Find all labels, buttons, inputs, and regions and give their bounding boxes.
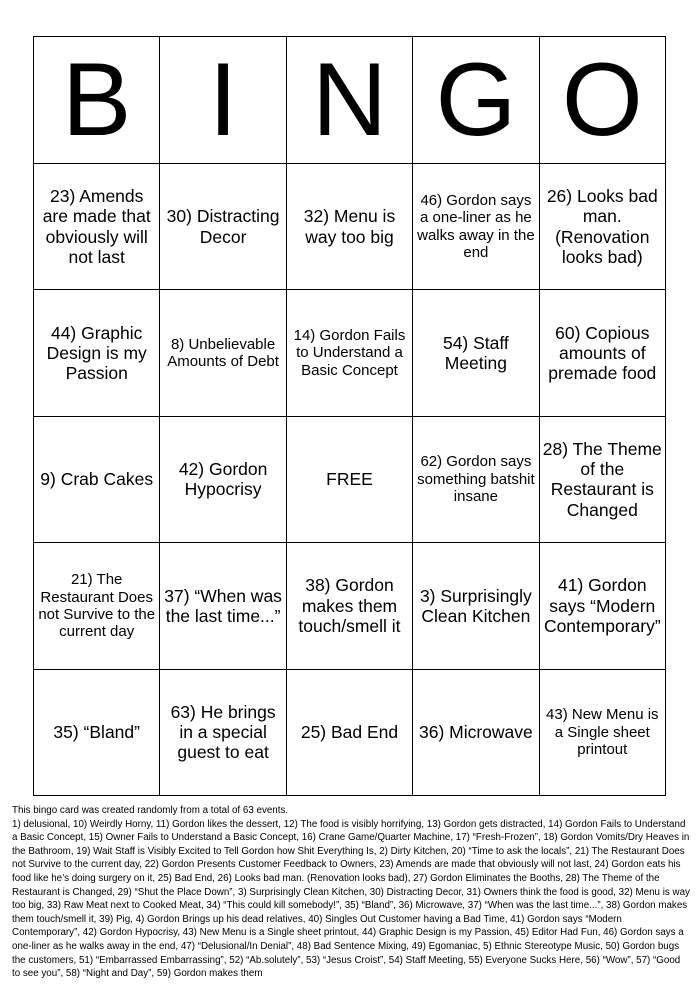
bingo-cell-r2-c1: 44) Graphic Design is my Passion [34, 290, 160, 416]
bingo-cell-r5-c1: 35) “Bland” [34, 670, 160, 796]
header-letter-g: G [413, 37, 539, 164]
bingo-cell-r1-c4: 46) Gordon says a one-liner as he walks away in the end [413, 164, 539, 290]
bingo-cell-r4-c4: 3) Surprisingly Clean Kitchen [413, 543, 539, 669]
event-list-footer [12, 804, 690, 981]
bingo-card [33, 36, 666, 796]
bingo-cell-r1-c2: 30) Distracting Decor [160, 164, 286, 290]
header-letter-b: B [34, 37, 160, 164]
bingo-cell-r3-c2: 42) Gordon Hypocrisy [160, 417, 286, 543]
bingo-cell-r1-c3: 32) Menu is way too big [287, 164, 413, 290]
bingo-cell-r3-c4: 62) Gordon says something batshit insane [413, 417, 539, 543]
bingo-cell-r4-c1: 21) The Restaurant Does not Survive to the current day [34, 543, 160, 669]
header-letter-o: O [540, 37, 666, 164]
bingo-cell-r3-c1: 9) Crab Cakes [34, 417, 160, 543]
bingo-cell-free: FREE [287, 417, 413, 543]
bingo-cell-r1-c5: 26) Looks bad man. (Renovation looks bad) [540, 164, 666, 290]
bingo-cell-r4-c3: 38) Gordon makes them touch/smell it [287, 543, 413, 669]
footer-intro: This bingo card was created randomly from a total of 63 events. [12, 805, 289, 816]
bingo-cell-r5-c5: 43) New Menu is a Single sheet printout [540, 670, 666, 796]
bingo-cell-r1-c1: 23) Amends are made that obviously will not last [34, 164, 160, 290]
bingo-cell-r2-c3: 14) Gordon Fails to Understand a Basic Concept [287, 290, 413, 416]
bingo-cell-r3-c5: 28) The Theme of the Restaurant is Changed [540, 417, 666, 543]
header-letter-i: I [160, 37, 286, 164]
bingo-cell-r5-c3: 25) Bad End [287, 670, 413, 796]
bingo-cell-r5-c4: 36) Microwave [413, 670, 539, 796]
header-letter-n: N [287, 37, 413, 164]
bingo-cell-r5-c2: 63) He brings in a special guest to eat [160, 670, 286, 796]
bingo-cell-r2-c5: 60) Copious amounts of premade food [540, 290, 666, 416]
bingo-cell-r4-c5: 41) Gordon says “Modern Contemporary” [540, 543, 666, 669]
bingo-cell-r2-c2: 8) Unbelievable Amounts of Debt [160, 290, 286, 416]
bingo-cell-r4-c2: 37) “When was the last time...” [160, 543, 286, 669]
footer-event-list: 1) delusional, 10) Weirdly Horny, 11) Gordon likes the dessert, 12) The food is visibly horrifying, 13) Gordon gets distracted, 14) Gordon Fails to Understand a Basic Concept, 15) Owner Fails to Understand a Basic Concept, 16) Crane Game/Quarter Machine, 17) “Fresh-Frozen”, 18) Gordon Vomits/Dry Heaves in the Bathroom, 19) Wait Staff is Visibly Excited to Tell Gordon how Shit Everything Is, 2) Dirty Kitchen, 20) “Time to ask the locals”, 21) The Restaurant Does not Survive to the current day, 22) Gordon Presents Customer Feedback to Owners, 23) Amends are made that obviously will not last, 24) Gordon eats his food like he’s doing surgery on it, 25) Bad End, 26) Looks bad man. (Renovation looks bad), 27) Gordon Eliminates the Booths, 28) The Theme of the Restaurant is Changed, 29) “Shut the Place Down”, 3) Surprisingly Clean Kitchen, 30) Distracting Decor, 31) Owners think the food is good, 32) Menu is way too big, 33) Raw Meat next to Cooked Meat, 34) “This could kill somebody!”, 35) “Bland”, 36) Microwave, 37) “When was the last time...”, 38) Gordon makes them touch/smell it, 39) Pig, 4) Gordon Brings up his dead relatives, 40) Singles Out Customer having a Bad Time, 41) Gordon says “Modern Contemporary”, 42) Gordon Hypocrisy, 43) New Menu is a Single sheet printout, 44) Graphic Design is my Passion, 45) Editor Had Fun, 46) Gordon says a one-liner as he walks away in the end, 47) “Delusional/In Denial”, 48) Bad Sentence Mixing, 49) Egomaniac, 5) Ethnic Stereotype Music, 50) Gordon bugs the customers, 51) “Embarrassed Embarrassing”, 52) “Ab.solutely”, 53) “Jesus Croist”, 54) Staff Meeting, 55) Everyone Sucks Here, 56) “Wow”, 57) “Good to see you”, 58) “Night and Day”, 59) Gordon makes them [12, 818, 690, 980]
bingo-cell-r2-c4: 54) Staff Meeting [413, 290, 539, 416]
